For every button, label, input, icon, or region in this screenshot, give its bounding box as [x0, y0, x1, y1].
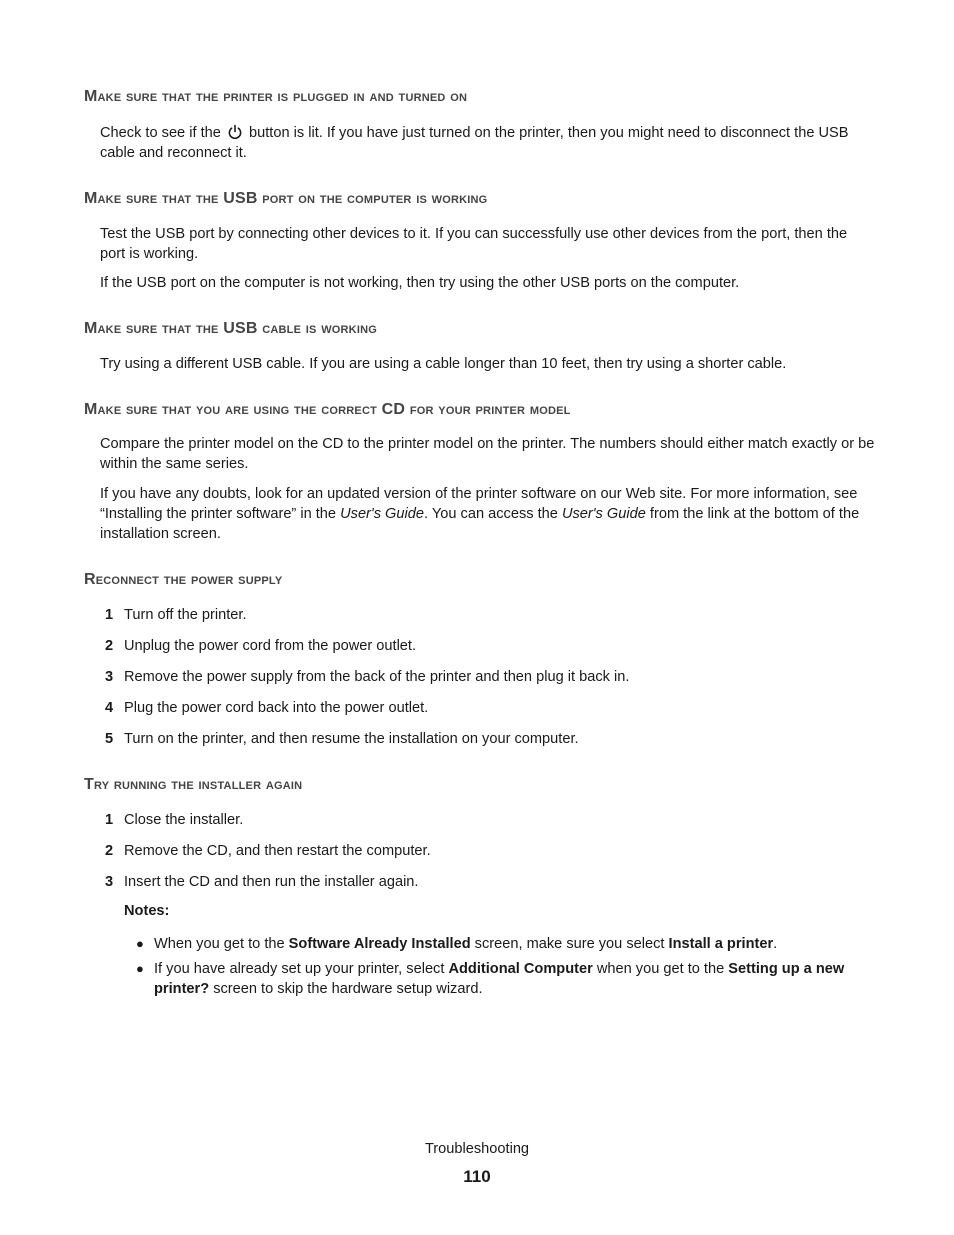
step-item — [100, 698, 875, 718]
note-item — [136, 934, 871, 954]
step-text: Remove the power supply from the back of the printer and then plug it back in. — [124, 669, 630, 685]
note-text — [136, 959, 871, 999]
section-heading-plugged-in: Make sure that the printer is plugged in and turned on — [84, 88, 468, 105]
step-item — [100, 667, 875, 687]
step-text: Turn off the printer. — [124, 607, 247, 623]
note-text-part: When you get to the — [154, 936, 289, 952]
notes-label: Notes: — [124, 903, 170, 919]
paragraph-text: If you have any doubts, look for an updated version of the printer software on our Web site. For more information, see “Installing the printer software” in the — [100, 486, 858, 522]
note-text-part: If you have already set up your printer, select — [154, 961, 449, 977]
step-text: Close the installer. — [124, 812, 244, 828]
note-text-part: . — [773, 936, 778, 952]
step-text: Unplug the power cord from the power outlet. — [124, 638, 417, 654]
power-icon — [227, 124, 243, 140]
step-item — [100, 810, 875, 830]
note-item — [136, 959, 871, 999]
note-emphasis: Software Already Installed — [288, 936, 471, 952]
paragraph-test-usb-port: Test the USB port by connecting other devices to it. If you can successfully use other devices from the port, then the port is working. — [100, 226, 848, 262]
section-heading-correct-cd: Make sure that you are using the correct CD for your printer model — [84, 401, 571, 418]
section-heading-reconnect-power: Reconnect the power supply — [84, 571, 283, 588]
step-number: 4 — [105, 700, 114, 716]
note-emphasis: Additional Computer — [448, 961, 593, 977]
section-heading-usb-cable: Make sure that the USB cable is working — [84, 320, 377, 337]
step-item — [100, 605, 875, 625]
step-item — [100, 872, 875, 892]
paragraph-compare-model: Compare the printer model on the CD to the printer model on the printer. The numbers should either match exactly or be within the same series. — [100, 436, 875, 472]
step-number: 2 — [105, 843, 114, 859]
page-number: 110 — [463, 1167, 491, 1186]
note-text — [136, 934, 871, 954]
step-text: Plug the power cord back into the power outlet. — [124, 700, 429, 716]
step-number: 3 — [105, 669, 114, 685]
step-text: Insert the CD and then run the installer again. — [124, 874, 419, 890]
paragraph-updated-software — [100, 484, 875, 544]
step-number: 1 — [105, 812, 114, 828]
users-guide-reference: User's Guide — [340, 506, 425, 522]
step-number: 3 — [105, 874, 114, 890]
paragraph-text: . You can access the — [424, 506, 562, 522]
note-text-part: screen to skip the hardware setup wizard. — [209, 981, 483, 997]
note-text-part: when you get to the — [592, 961, 729, 977]
paragraph-text: from the link at the bottom of the installation screen. — [100, 506, 860, 542]
paragraph-text: button is lit. If you have just turned on the printer, then you might need to disconnect the USB cable and reconnect it. — [100, 125, 849, 161]
step-item — [100, 729, 875, 749]
paragraph-usb-port-not-working: If the USB port on the computer is not working, then try using the other USB ports on the computer. — [100, 275, 740, 291]
users-guide-reference: User's Guide — [561, 506, 646, 522]
paragraph-usb-cable: Try using a different USB cable. If you are using a cable longer than 10 feet, then try using a shorter cable. — [100, 356, 787, 372]
footer-section-label: Troubleshooting — [424, 1141, 530, 1157]
note-emphasis: Install a printer — [668, 936, 774, 952]
step-text: Turn on the printer, and then resume the installation on your computer. — [124, 731, 579, 747]
step-number: 2 — [105, 638, 114, 654]
step-item — [100, 636, 875, 656]
step-item — [100, 841, 875, 861]
step-number: 1 — [105, 607, 114, 623]
note-emphasis: Setting up a new printer? — [154, 961, 845, 997]
bullet-icon: ● — [136, 936, 144, 951]
bullet-icon: ● — [136, 961, 144, 976]
paragraph-power-button — [100, 123, 875, 163]
note-text-part: screen, make sure you select — [470, 936, 669, 952]
paragraph-text: Check to see if the — [100, 125, 221, 141]
section-heading-run-installer: Try running the installer again — [84, 776, 303, 793]
step-number: 5 — [105, 731, 114, 747]
step-text: Remove the CD, and then restart the computer. — [124, 843, 431, 859]
section-heading-usb-port: Make sure that the USB port on the computer is working — [84, 190, 488, 207]
